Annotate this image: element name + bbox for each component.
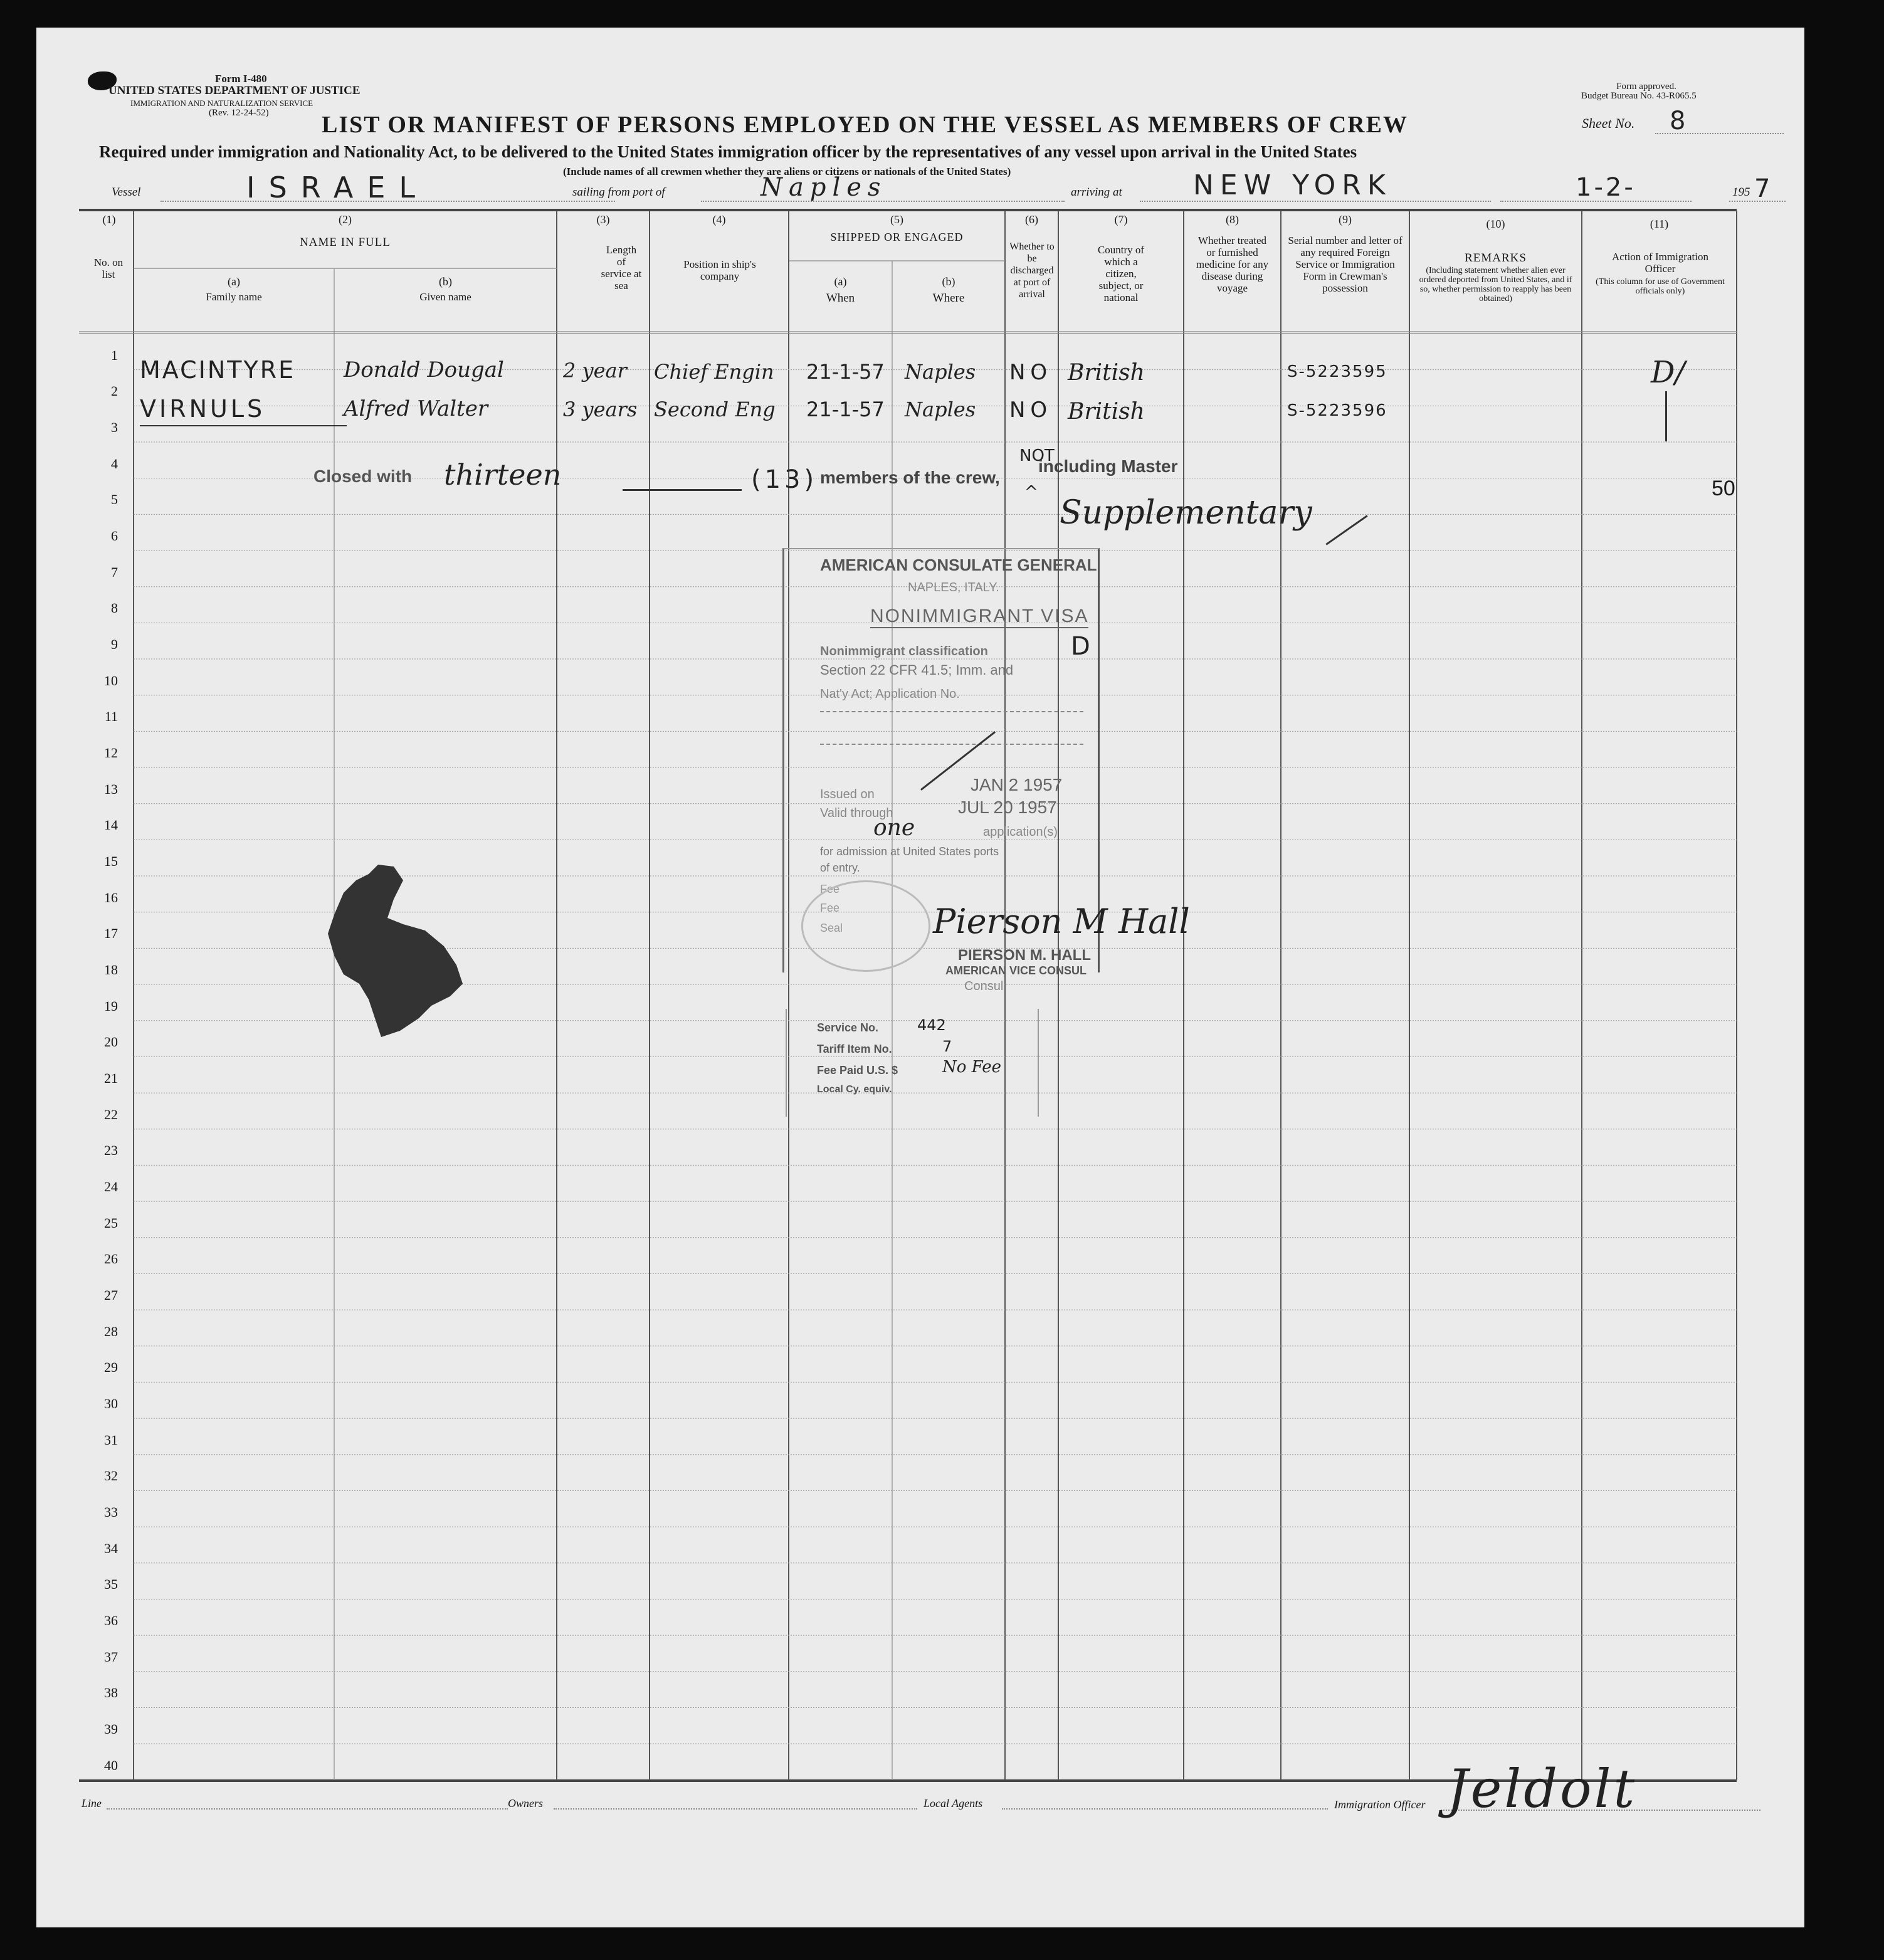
- row-number: 3: [111, 419, 118, 435]
- footer-line: [1002, 1808, 1328, 1810]
- vessel-label: Vessel: [112, 186, 141, 199]
- col-2-header: NAME IN FULL: [300, 236, 391, 249]
- col-9-header: Serial number and letter of any required Foreign Service or Immigration Form in Crewman's possession: [1288, 234, 1402, 294]
- departure-port: Naples: [760, 173, 887, 202]
- manifest-sheet: [36, 28, 1804, 1927]
- col-5a-letter: (a): [834, 275, 847, 288]
- given-name: Donald Dougal: [344, 357, 504, 382]
- supplementary-note: Supplementary: [1060, 494, 1312, 532]
- visa-admission-line1: for admission at United States ports: [820, 845, 999, 858]
- insert-not: NOT: [1019, 446, 1055, 465]
- visa-stamp-line2: NAPLES, ITALY.: [908, 581, 999, 594]
- col-2a-letter: (a): [228, 275, 240, 288]
- col-5-number: (5): [890, 213, 903, 226]
- row-number: 2: [111, 383, 118, 399]
- col-7-number: (7): [1114, 213, 1128, 226]
- approval-line-2: Budget Bureau No. 43-R065.5: [1581, 91, 1697, 101]
- row-number: 28: [104, 1323, 118, 1339]
- engaged-where: Naples: [905, 398, 976, 421]
- row-number: 17: [104, 925, 118, 942]
- col-8-header: Whether treated or furnished medicine for any disease during voyage: [1196, 234, 1269, 294]
- service-number-value: 442: [917, 1016, 946, 1034]
- page-number: 50: [1712, 477, 1735, 500]
- col-9-number: (9): [1339, 213, 1352, 226]
- ship-position: Chief Engin: [654, 360, 774, 384]
- consul-label: Consul: [964, 979, 1004, 993]
- row-number: 9: [111, 636, 118, 653]
- row-number: 30: [104, 1396, 118, 1412]
- col-1-number: (1): [102, 213, 116, 226]
- row-number: 6: [111, 528, 118, 544]
- visa-applications-count: one: [873, 815, 915, 841]
- form-subtitle: Required under immigration and Nationality Act, to be delivered to the United States immigration officer by the representatives of any vessel upon arrival in the United States: [99, 142, 1357, 161]
- row-number: 31: [104, 1431, 118, 1448]
- col-5-header: SHIPPED OR ENGAGED: [830, 231, 964, 243]
- row-number: 35: [104, 1576, 118, 1593]
- footer-officer-label: Immigration Officer: [1334, 1798, 1426, 1811]
- tariff-item-value: 7: [942, 1038, 952, 1055]
- row-number: 15: [104, 853, 118, 870]
- col-11-header: Action of Immigration Officer: [1612, 251, 1708, 275]
- consular-seal-icon: [801, 880, 930, 972]
- footer-owners-label: Owners: [508, 1797, 544, 1810]
- engaged-where: Naples: [905, 360, 976, 384]
- fee-stamp: [786, 1009, 1049, 1119]
- col-5b-header: Where: [932, 292, 965, 305]
- discharged-value: NO: [1009, 398, 1053, 423]
- footer-line: [107, 1808, 508, 1810]
- year-suffix: 7: [1754, 174, 1771, 203]
- visa-stamp-line4: Nonimmigrant classification: [820, 645, 988, 658]
- service-name: IMMIGRATION AND NATURALIZATION SERVICE: [130, 98, 313, 108]
- row-number: 1: [111, 347, 118, 363]
- row-number: 29: [104, 1359, 118, 1376]
- closed-count: (13): [751, 465, 818, 494]
- row-number: 36: [104, 1613, 118, 1629]
- row-number: 22: [104, 1106, 118, 1122]
- including-master: including Master: [1038, 456, 1178, 476]
- discharged-value: NO: [1009, 360, 1053, 385]
- count-dash: [623, 489, 742, 491]
- footer-line: [554, 1808, 917, 1810]
- col-10-header: REMARKS: [1465, 251, 1527, 265]
- col-10-subheader: (Including statement whether alien ever ordered deported from United States, and if so, whether permission to reapply has been obtained): [1419, 266, 1572, 303]
- col-5b-letter: (b): [942, 275, 955, 288]
- row-number: 32: [104, 1468, 118, 1484]
- col-6-number: (6): [1025, 213, 1038, 226]
- row-number: 25: [104, 1214, 118, 1231]
- col-8-number: (8): [1226, 213, 1239, 226]
- col-2a-header: Family name: [206, 291, 262, 303]
- visa-dashed-line: [820, 744, 1083, 745]
- visa-stamp: [776, 523, 1190, 993]
- page-title: LIST OR MANIFEST OF PERSONS EMPLOYED ON THE VESSEL AS MEMBERS OF CREW: [322, 112, 1408, 138]
- visa-admission-line2: of entry.: [820, 861, 860, 874]
- visa-dashed-line: [820, 711, 1083, 712]
- row-number: 5: [111, 492, 118, 508]
- fee-paid-value: No Fee: [942, 1058, 1002, 1077]
- visa-valid-label: Valid through: [820, 806, 893, 820]
- row-number: 7: [111, 564, 118, 580]
- row-number: 40: [104, 1757, 118, 1773]
- sheet-number: 8: [1670, 107, 1686, 135]
- visa-stamp-line1: AMERICAN CONSULATE GENERAL: [820, 556, 1097, 574]
- given-name: Alfred Walter: [344, 396, 488, 421]
- row-number: 18: [104, 962, 118, 978]
- row-number: 11: [104, 709, 118, 725]
- row-2-underline: [140, 425, 347, 426]
- ship-position: Second Eng: [654, 398, 776, 421]
- arrival-date: 1-2-: [1576, 173, 1636, 202]
- family-name: VIRNULS: [140, 395, 266, 423]
- sheet-label: Sheet No.: [1582, 115, 1635, 131]
- members-text: members of the crew,: [820, 468, 1000, 487]
- row-number: 26: [104, 1251, 118, 1267]
- col-2b-header: Given name: [419, 291, 471, 303]
- tariff-item-label: Tariff Item No.: [817, 1043, 892, 1055]
- footer-line-label: Line: [82, 1797, 102, 1810]
- visa-issued-label: Issued on: [820, 788, 875, 801]
- insert-caret: ^: [1024, 483, 1038, 502]
- service-length: 2 year: [563, 359, 627, 382]
- col-2-number: (2): [339, 213, 352, 226]
- footer-agents-label: Local Agents: [924, 1797, 983, 1810]
- col-4-number: (4): [712, 213, 726, 226]
- fee-paid-label: Fee Paid U.S. $: [817, 1064, 898, 1077]
- row-number: 38: [104, 1685, 118, 1701]
- officer-action: D/: [1651, 355, 1685, 390]
- visa-applications-label: application(s): [983, 825, 1058, 839]
- col-1-header: No. on list: [93, 256, 124, 280]
- visa-stamp-line3: NONIMMIGRANT VISA: [870, 606, 1088, 628]
- col-11-number: (11): [1650, 218, 1669, 230]
- officer-signature: Jeldolt: [1447, 1758, 1638, 1820]
- visa-class-value: D: [1071, 632, 1090, 661]
- row-number: 34: [104, 1540, 118, 1556]
- revision-date: (Rev. 12-24-52): [209, 108, 269, 118]
- row-number: 23: [104, 1142, 118, 1159]
- serial-number: S-5223596: [1287, 401, 1387, 420]
- visa-fee-label: Fee: [820, 902, 840, 914]
- visa-valid-date: JUL 20 1957: [958, 798, 1057, 817]
- ink-blot: [300, 855, 482, 1050]
- visa-stamp-line5: Section 22 CFR 41.5; Imm. and: [820, 662, 1014, 678]
- consul-signature: Pierson M Hall: [933, 902, 1190, 941]
- visa-stamp-line6: Nat'y Act; Application No.: [820, 687, 960, 701]
- engaged-when: 21-1-57: [806, 360, 885, 384]
- row-number: 4: [111, 455, 118, 472]
- consul-title: AMERICAN VICE CONSUL: [945, 964, 1087, 977]
- col-11-subheader: (This column for use of Government officials only): [1596, 277, 1725, 296]
- row-number: 20: [104, 1034, 118, 1050]
- port-label: sailing from port of: [572, 186, 665, 199]
- citizenship-country: British: [1068, 399, 1145, 424]
- row-number: 27: [104, 1287, 118, 1304]
- col-3-header: Length of service at sea: [601, 244, 642, 292]
- col-6-header: Whether to be discharged at port of arrival: [1009, 241, 1055, 300]
- form-number: Form I-480: [215, 73, 267, 85]
- col-4-header: Position in ship's company: [683, 258, 756, 282]
- arriving-label: arriving at: [1071, 186, 1122, 199]
- closed-with-label: Closed with: [313, 466, 413, 486]
- visa-seal-label: Seal: [820, 922, 843, 934]
- row-number: 33: [104, 1504, 118, 1520]
- row-number: 8: [111, 600, 118, 616]
- col-5a-header: When: [826, 292, 855, 305]
- row-number: 13: [104, 781, 118, 797]
- col-10-number: (10): [1486, 218, 1505, 230]
- visa-fee-label: Fee: [820, 883, 840, 895]
- col-2b-letter: (b): [439, 275, 452, 288]
- action-mark-stroke: [1665, 391, 1667, 441]
- row-number: 24: [104, 1179, 118, 1195]
- row-number: 16: [104, 889, 118, 905]
- engaged-when: 21-1-57: [806, 398, 885, 421]
- include-note: (Include names of all crewmen whether they are aliens or citizens or nationals of the United States): [563, 166, 1011, 177]
- arrival-port: NEW YORK: [1193, 169, 1392, 201]
- closed-count-words: thirteen: [444, 458, 562, 492]
- col-3-number: (3): [596, 213, 610, 226]
- consul-name: PIERSON M. HALL: [958, 947, 1092, 964]
- col-7-header: Country of which a citizen, subject, or national: [1097, 244, 1145, 303]
- vessel-name: ISRAEL: [246, 171, 429, 204]
- year-prefix: 195: [1732, 186, 1750, 199]
- serial-number: S-5223595: [1287, 362, 1387, 381]
- approval-line-1: Form approved.: [1616, 82, 1676, 92]
- family-name: MACINTYRE: [140, 356, 296, 384]
- local-currency-label: Local Cy. equiv.: [817, 1084, 892, 1095]
- row-number: 12: [104, 745, 118, 761]
- row-number: 14: [104, 817, 118, 833]
- row-number: 19: [104, 998, 118, 1014]
- row-number: 39: [104, 1721, 118, 1737]
- row-number: 21: [104, 1070, 118, 1087]
- row-number: 10: [104, 672, 118, 688]
- citizenship-country: British: [1068, 360, 1145, 386]
- service-number-label: Service No.: [817, 1021, 879, 1034]
- row-number: 37: [104, 1648, 118, 1665]
- department-name: UNITED STATES DEPARTMENT OF JUSTICE: [108, 84, 360, 97]
- service-length: 3 years: [563, 398, 638, 421]
- visa-issued-date: JAN 2 1957: [971, 775, 1063, 794]
